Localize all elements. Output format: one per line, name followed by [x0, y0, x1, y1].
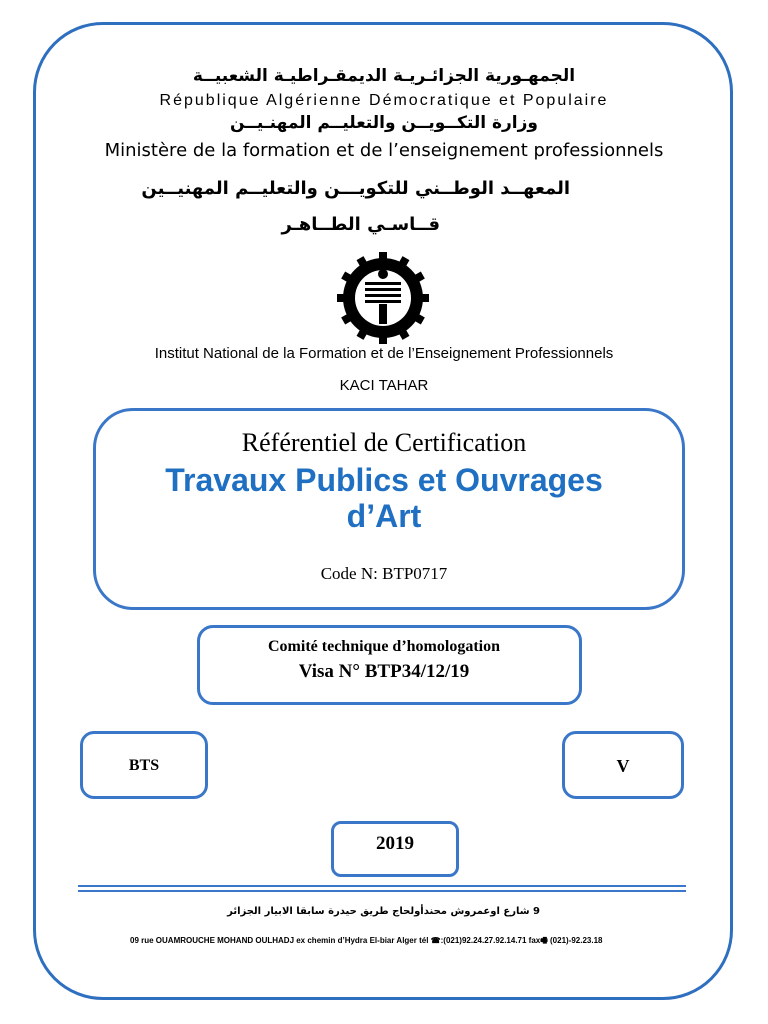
arabic-institute-heading: المعهــد الوطــني للتكويـــن والتعليــم المهنيــين — [141, 178, 570, 199]
institute-logo-icon — [335, 250, 431, 346]
document-code: Code N: BTP0717 — [320, 564, 448, 583]
diploma-label: BTS — [128, 757, 160, 774]
french-ministry-heading: Ministère de la formation et de l’enseignement professionnels — [104, 140, 664, 161]
level-label: V — [616, 756, 630, 776]
arabic-republic-heading: الجمهـورية الجزائـريـة الديمقـراطيـة الشعبيــة — [192, 66, 576, 86]
footer-divider-bottom — [78, 890, 686, 892]
footer-address-arabic: 9 شارع اوعمروش محندأولحاج طريق حيدرة سابقا الابيار الجزائر — [227, 906, 540, 917]
footer-address-french: 09 rue OUAMROUCHE MOHAND OULHADJ ex chemin d’Hydra El-biar Alger tél ☎:(021)92.24.27.92.14.71 fax🖷 (021)-92.23.18 — [130, 936, 603, 945]
visa-number: Visa N° BTP34/12/19 — [298, 661, 470, 682]
footer-divider-top — [78, 885, 686, 887]
institute-name-latin: KACI TAHAR — [339, 377, 429, 394]
year-label: 2019 — [376, 833, 414, 854]
arabic-ministry-heading: وزارة التكــويــن والتعليــم المهنـيــن — [230, 113, 538, 133]
document-subtitle: Référentiel de Certification — [241, 428, 527, 457]
document-title — [0, 462, 768, 534]
institute-name-french: Institut National de la Formation et de l’Enseignement Professionnels — [154, 345, 614, 362]
arabic-institute-name: قــاسـي الطــاهـر — [281, 214, 440, 235]
document-title-line2: d’Art — [346, 498, 422, 534]
committee-label: Comité technique d’homologation — [268, 638, 500, 655]
document-title-line1: Travaux Publics et Ouvrages — [165, 462, 603, 498]
french-republic-heading: République Algérienne Démocratique et Populaire — [159, 92, 609, 109]
